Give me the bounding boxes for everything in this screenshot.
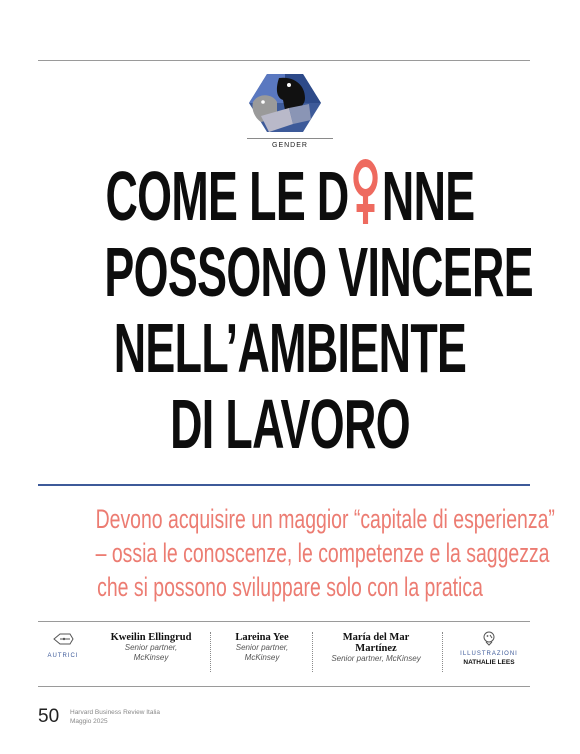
author-1 bbox=[96, 632, 206, 663]
issue-date: Maggio 2025 bbox=[70, 718, 108, 725]
headline-line-4: DI LAVORO bbox=[170, 385, 410, 463]
publication-name: Harvard Business Review Italia bbox=[70, 709, 160, 716]
headline-line-1-start: COME LE D bbox=[105, 157, 349, 235]
author-3-role: Senior partner, McKinsey bbox=[331, 654, 421, 663]
credits-top-rule bbox=[38, 621, 530, 622]
headline-line-2: POSSONO VINCERE bbox=[104, 233, 533, 311]
gender-heads-logo-icon bbox=[249, 72, 321, 134]
author-2-name: Lareina Yee bbox=[235, 632, 289, 643]
illustrator-icon bbox=[481, 630, 497, 646]
section-label: GENDER bbox=[272, 142, 308, 149]
credits-bottom-rule bbox=[38, 686, 530, 687]
headline-line-1 bbox=[104, 158, 475, 234]
logo-underline bbox=[247, 138, 333, 139]
deck-line-1: Devono acquisire un maggior “capitale di esperienza” bbox=[95, 504, 555, 534]
illustrator-name: NATHALIE LEES bbox=[463, 659, 515, 666]
authors-label: AUTRICI bbox=[47, 653, 79, 659]
author-1-role-line-1: Senior partner, bbox=[124, 643, 178, 652]
author-2-role-line-2: McKinsey bbox=[244, 653, 280, 662]
pen-nib-icon bbox=[52, 632, 74, 646]
author-3-name-line-2: Martínez bbox=[355, 643, 397, 654]
deck-line-2: – ossia le conoscenze, le competenze e la saggezza bbox=[95, 538, 550, 568]
top-rule bbox=[38, 60, 530, 61]
page-number: 50 bbox=[38, 706, 60, 727]
illustrations-block bbox=[448, 630, 530, 666]
author-1-name: Kweilin Ellingrud bbox=[110, 632, 192, 643]
publication-info bbox=[70, 708, 160, 726]
credit-separator bbox=[312, 632, 314, 672]
headline-line-1-end: NNE bbox=[381, 157, 475, 235]
authors-label-block bbox=[38, 632, 88, 659]
author-3-name-line-1: María del Mar bbox=[342, 632, 410, 643]
illustrations-label: ILLUSTRAZIONI bbox=[460, 651, 518, 657]
author-2-role-line-1: Senior partner, bbox=[235, 643, 289, 652]
credits-bar bbox=[38, 624, 530, 680]
author-2 bbox=[216, 632, 308, 663]
headline-divider bbox=[38, 484, 530, 486]
venus-symbol-icon bbox=[350, 158, 381, 226]
deck-line-3: che si possono sviluppare solo con la pratica bbox=[97, 572, 483, 602]
author-1-role-line-2: McKinsey bbox=[133, 653, 169, 662]
credit-separator bbox=[442, 632, 444, 672]
credit-separator bbox=[210, 632, 212, 672]
deck-subtitle bbox=[20, 502, 560, 604]
author-3 bbox=[316, 632, 436, 664]
headline-line-3: NELL’AMBIENTE bbox=[113, 309, 467, 387]
headline bbox=[0, 158, 580, 462]
